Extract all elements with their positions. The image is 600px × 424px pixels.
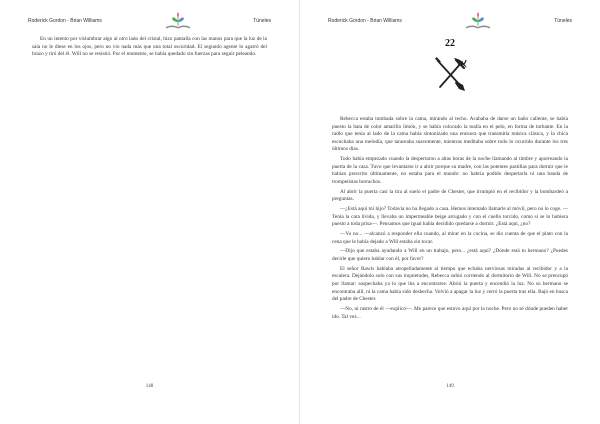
- paragraph: —No, ni rastro de él —explicó—. Me parece que estuvo aquí por la noche. Pero no sé dónde pueden haber ido. Tal vez...: [332, 305, 568, 320]
- paragraph: Rebecca estaba tumbada sobre la cama, mirando al techo. Acababa de darse un baño caliente, se había puesto la bata de color amarillo limón, y se había colocado la toalla en el pelo, en forma de turbante. En la radio que tenía al lado de la cama había sintonizado una emisora que transmitía música clásica, y la chica escuchaba una melodía, que tarareaba suavemente, mientras meditaba sobre todo lo ocurrido durante los tres últimos días.: [332, 116, 568, 153]
- header-author: Roderick Gordon - Brian Williams: [328, 18, 402, 24]
- chapter-number: 22: [445, 38, 455, 49]
- right-page-text: [332, 116, 568, 323]
- paragraph: En un intento por vislumbrar algo al otro lado del cristal, hizo pantalla con las manos para que la luz de la sala no le diese en los ojos, pero no vio nada más que una total oscuridad. El segundo agente lo agarró del brazo y tiró del él. Will no se resistió. Por el momento, se había quedado sin fuerzas para seguir peleando.: [32, 36, 267, 58]
- page-number: 148: [145, 384, 154, 389]
- header-title: Túneles: [554, 18, 572, 24]
- paragraph: —Dijo que estaba ayudando a Will en un trabajo, pero... ¿está aquí? ¿Dónde está tu hermano? ¿Puedes decirle que quiero hablar con él, por favor?: [332, 248, 568, 263]
- paragraph: El señor Rawls hablaba atropelladamente al tiempo que echaba nerviosas miradas al recibidor y a la escalera. Dejándolo solo con sus inquietudes, Rebecca subió corriendo al dormitorio de Will. No se preocupó por llamar: sospechaba ya lo que iba a encontrarse. Abrió la puerta y encendió la luz. No su hermano se encontraba allí, ni la cama había sido deshecha. Volvió a apagar la luz y cerró la puerta tras ella. Bajó en busca del padre de Chester.: [332, 265, 568, 303]
- paragraph: —Yo no... —alcanzó a responder ella cuando, al mirar en la cocina, se dio cuenta de que el plato con la cena que le había dejado a Will estaba sin tocar.: [332, 231, 568, 245]
- open-book-plant-logo-icon: [163, 12, 193, 30]
- header-title: Túneles: [253, 18, 271, 24]
- right-page-header: [328, 12, 572, 30]
- right-page: [300, 0, 600, 424]
- paragraph: Al abrir la puerta casi la tira al suelo el padre de Chester, que irrumpió en el recibidor y la bombardeó a preguntas.: [332, 188, 568, 203]
- paragraph: —¿Está aquí mi hijo? Todavía no ha llegado a casa. Hemos intentado llamarle al móvil, pero no lo coge. —Tenía la cara lívida, y llevaba un impermeable beige arrugado y con el cuello torcido, como si se lo hubiera puesto a toda prisa—. Pensamos que igual había decidido quedarse a dormir. ¿Está aquí, ¿no?: [332, 206, 568, 228]
- header-author: Roderick Gordon - Brian Williams: [28, 18, 102, 24]
- crossed-pickaxe-shovel-icon: [432, 56, 468, 92]
- left-page-header: [28, 12, 271, 30]
- left-page-text: [32, 36, 267, 61]
- page-number: 149: [446, 384, 454, 389]
- open-book-plant-logo-icon: [463, 12, 493, 30]
- paragraph: Todo había empezado cuando la despertaron a altas horas de la noche llamando al timbre y aporreando la puerta de la casa. Tuvo que levantarse ir a abrir porque su madre, con las potentes pastillas para dormir que le habían prescrito últimamente, no estaba para el mundo: no habría podido despertarla ni una banda de trompetistas borrachos.: [332, 156, 568, 185]
